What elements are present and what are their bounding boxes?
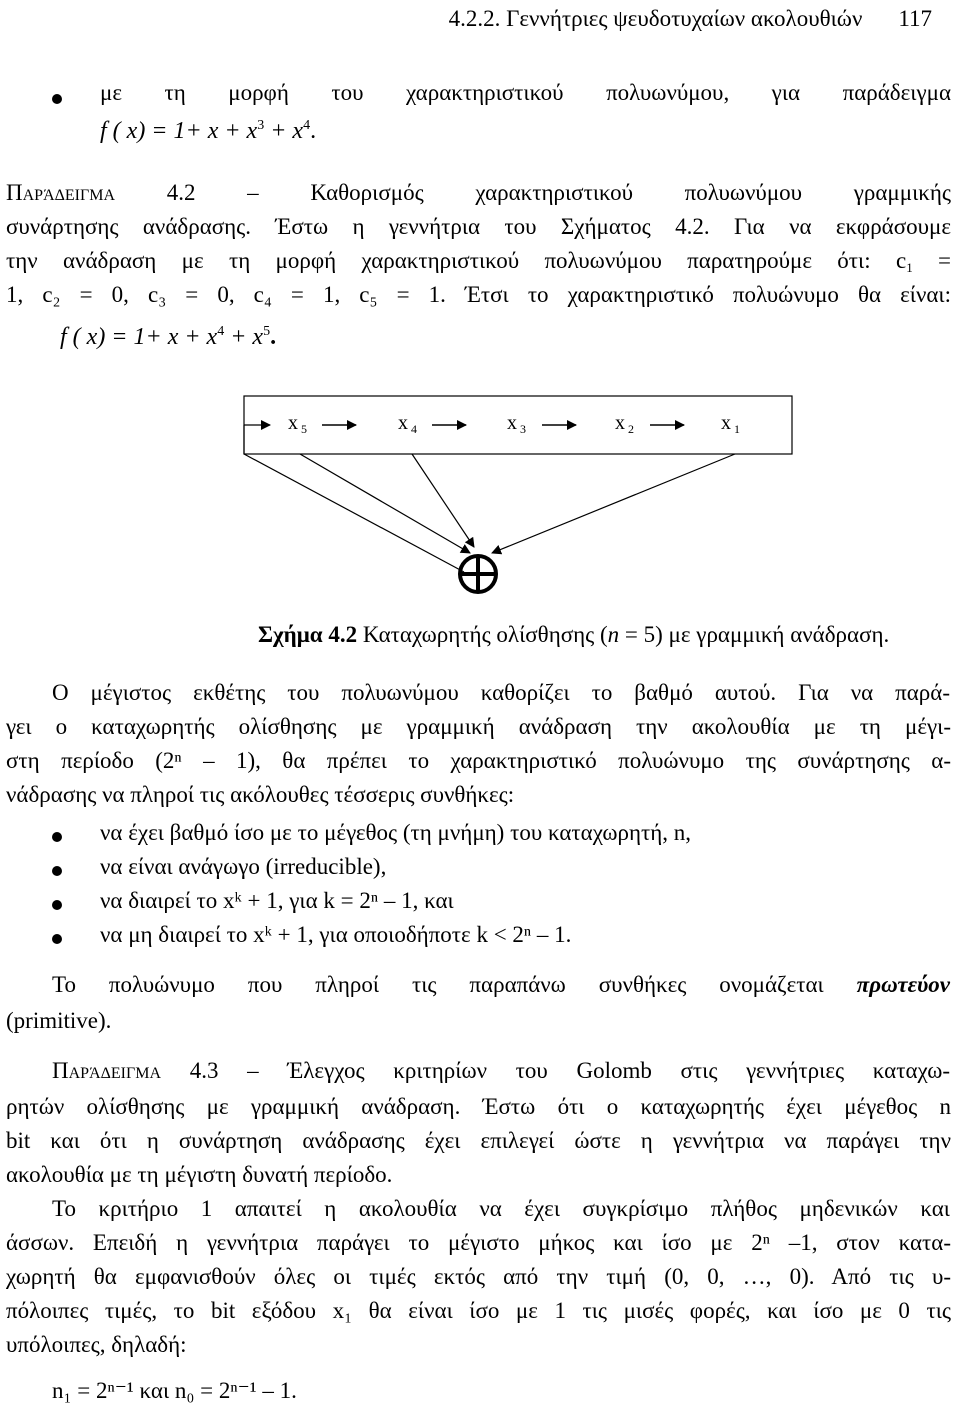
paragraph-line — [52, 968, 950, 1002]
bullet-dot — [52, 934, 62, 944]
example-4-3-heading — [52, 1054, 950, 1088]
formula-lhs: f ( x) = 1+ x + x — [60, 324, 218, 350]
example-text-line: 1, c₂ = 0, c₃ = 0, c₄ = 1, c₅ = 1. Έτσι το χαρακτηριστικό πολυώνυμο θα είναι: — [6, 282, 951, 307]
condition-item: να διαιρεί το xᵏ + 1, για k = 2ⁿ – 1, και — [100, 888, 454, 913]
formula-mid: + x — [264, 118, 304, 144]
example-text-line: πόλοιπες τιμές, το bit εξόδου x₁ θα είναι ίσο με 1 τις μισές φορές, και ίσο με 0 τις — [6, 1298, 951, 1323]
xor-symbol — [460, 556, 496, 592]
page-number: 117 — [898, 6, 932, 31]
register-x5: x $_5$ — [288, 412, 307, 436]
example-text-line: υπόλοιπες, δηλαδή: — [6, 1332, 187, 1357]
tap-line-x1 — [492, 454, 735, 553]
tap-line-x4 — [412, 454, 474, 547]
formula-exp: 3 — [257, 118, 265, 133]
example-text-line: ρητών ολίσθησης με γραμμική ανάδραση. Έστω ότι ο καταχωρητής έχει μέγεθος n — [6, 1094, 951, 1119]
example-text: την ανάδραση με τη μορφή χαρακτηριστικού πολυωνύμου παρατηρούμε ότι: c — [6, 248, 907, 273]
example-text: = — [912, 248, 951, 273]
caption-n: n — [607, 622, 620, 647]
paragraph-line: Ο μέγιστος εκθέτης του πολυωνύμου καθορίζει το βαθμό αυτού. Για να παρά- — [52, 680, 950, 705]
formula-exp: 4 — [303, 118, 311, 133]
condition-item: να είναι ανάγωγο (irreducible), — [100, 854, 387, 879]
paragraph-line: νάδρασης να πληροί τις ακόλουθες τέσσερις συνθήκες: — [6, 782, 515, 807]
example-title: – Έλεγχος κριτηρίων του Golomb στις γεννήτριες καταχω- — [218, 1058, 950, 1083]
register-x4: x $_4$ — [398, 412, 417, 436]
paragraph-text: Το πολυώνυμο που πληροί τις παραπάνω συνθήκες ονομάζεται — [52, 972, 857, 997]
bullet-text: με τη μορφή του χαρακτηριστικού πολυωνύμου, για παράδειγμα — [100, 80, 951, 105]
example-title: – Καθορισμός χαρακτηριστικού πολυωνύμου γραμμικής — [195, 180, 951, 205]
formula-end: . — [270, 324, 277, 350]
caption-text: = 5) με γραμμική ανάδραση. — [619, 622, 890, 647]
example-label: Παράδειγμα 4.3 — [52, 1058, 219, 1083]
term-primitive: πρωτεύον — [856, 972, 950, 997]
paragraph-line: στη περίοδο (2ⁿ – 1), θα πρέπει το χαρακτηριστικό πολυώνυμο της συνάρτησης α- — [6, 748, 951, 773]
example-text-line: ακολουθία με τη μέγιστη δυνατή περίοδο. — [6, 1162, 393, 1187]
paragraph-line: (primitive). — [6, 1008, 112, 1033]
register-x1: x $_1$ — [721, 412, 740, 436]
register-x3: x $_3$ — [507, 412, 526, 436]
example-text-line: συνάρτησης ανάδρασης. Έστω η γεννήτρια του Σχήματος 4.2. Για να εκφράσουμε — [6, 214, 951, 239]
formula-exp: 4 — [217, 324, 225, 339]
formula-mid: + x — [224, 324, 264, 350]
formula-exp: 5 — [263, 324, 271, 339]
bullet-dot — [52, 832, 62, 842]
register-x2: x $_2$ — [615, 412, 634, 436]
section-title: 4.2.2. Γεννήτριες ψευδοτυχαίων ακολουθιών — [448, 6, 863, 31]
final-formula: n₁ = 2ⁿ⁻¹ και n₀ = 2ⁿ⁻¹ – 1. — [52, 1378, 297, 1403]
caption-text: Καταχωρητής ολίσθησης ( — [357, 622, 608, 647]
example-text-line: bit και ότι η συνάρτηση ανάδρασης έχει επιλεγεί ώστε η γεννήτρια να παράγει την — [6, 1128, 951, 1153]
caption-label: Σχήμα 4.2 — [258, 622, 358, 647]
formula-lhs: f ( x) = 1+ x + x — [100, 118, 258, 144]
condition-item: να έχει βαθμό ίσο με το μέγεθος (τη μνήμη) του καταχωρητή, n, — [100, 820, 692, 845]
subscript: 1 — [906, 260, 913, 275]
example-text-line: χωρητή θα εμφανισθούν όλες οι τιμές εκτός από την τιμή (0, 0, …, 0). Από τις υ- — [6, 1264, 951, 1289]
formula-end: . — [310, 118, 317, 144]
xor-output-line — [244, 454, 464, 572]
bullet-dot — [52, 866, 62, 876]
example-label: Παράδειγμα 4.2 — [6, 180, 196, 205]
example-text-line: Το κριτήριο 1 απαιτεί η ακολουθία να έχει συγκρίσιμο πλήθος μηδενικών και — [52, 1196, 950, 1221]
bullet-dot — [52, 900, 62, 910]
example-text-line: άσσων. Επειδή η γεννήτρια παράγει το μέγιστο μήκος και ίσο με 2ⁿ –1, στον κατα- — [6, 1230, 951, 1255]
figure-caption — [258, 618, 918, 652]
condition-item: να μη διαιρεί το xᵏ + 1, για οποιοδήποτε k < 2ⁿ – 1. — [100, 922, 572, 947]
paragraph-line: γει ο καταχωρητής ολίσθησης με γραμμική ανάδραση την ακολουθία με τη μέγι- — [6, 714, 951, 739]
